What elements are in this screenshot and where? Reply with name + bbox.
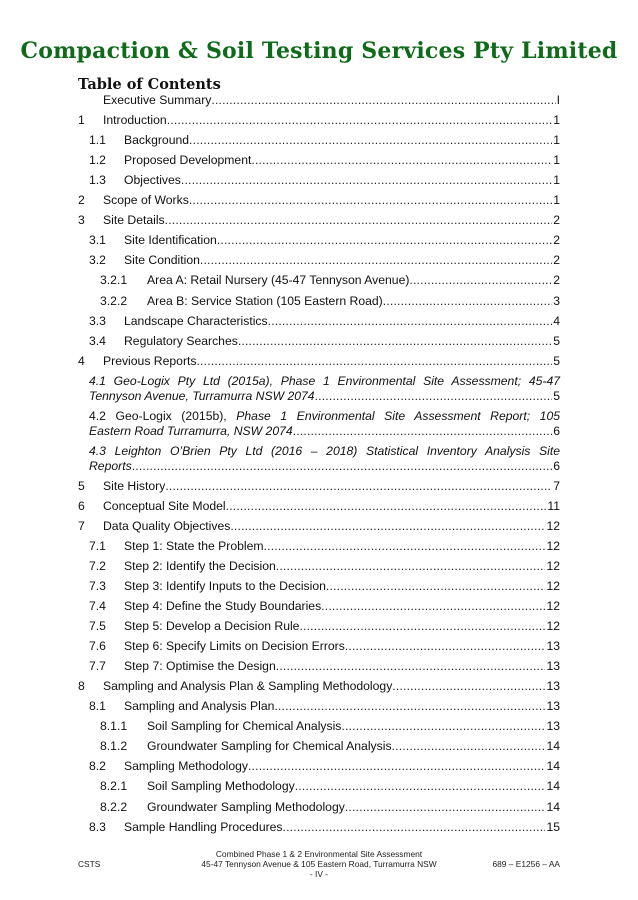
toc-entry-title-continued: Tennyson Avenue, Turramurra NSW 2074 — [89, 388, 315, 403]
toc-entry-page: 12 — [546, 578, 560, 593]
toc-entry-page: 1 — [553, 173, 560, 188]
toc-entry-number: 3.2.1 — [100, 273, 128, 288]
toc-entry-page: 7 — [553, 478, 560, 493]
toc-entry-page: 12 — [546, 558, 560, 573]
toc-entry-number: 7.5 — [89, 619, 106, 634]
toc-entry-title: Regulatory Searches — [124, 333, 238, 348]
toc-entry-title: Scope of Works — [103, 193, 189, 208]
toc-entry-number: 3.4 — [89, 333, 106, 348]
toc-entry-number: 3.1 — [89, 233, 106, 248]
toc-entry-title: Site History — [103, 478, 166, 493]
toc-dot-leader — [276, 559, 546, 574]
toc-entry-page: 13 — [546, 679, 560, 694]
toc-entry-title: Area B: Service Station (105 Eastern Road) — [147, 293, 383, 308]
toc-entry-title: Step 2: Identify the Decision — [124, 558, 276, 573]
toc-dot-leader — [189, 133, 552, 148]
footer-report-title: Combined Phase 1 & 2 Environmental Site Assessment — [215, 849, 423, 859]
toc-entry-number: 3 — [78, 213, 85, 228]
toc-entry-number: 1.2 — [89, 153, 106, 168]
toc-entry-page: 13 — [546, 639, 560, 654]
toc-entry-title: Sampling and Analysis Plan — [124, 699, 275, 714]
toc-dot-leader — [196, 354, 552, 369]
toc-entry-title: Executive Summary — [103, 93, 212, 107]
toc-entry-title: Background — [124, 133, 190, 148]
company-name: Compaction & Soil Testing Services Pty Limited — [20, 38, 618, 64]
toc-entry-number: 8.2 — [89, 759, 106, 774]
toc-dot-leader — [283, 820, 546, 835]
toc-entry-page: 12 — [546, 619, 560, 634]
toc-entry-number: 8.1.1 — [100, 719, 128, 734]
toc-dot-leader — [383, 294, 552, 309]
toc-dot-leader — [392, 679, 545, 694]
toc-entry-number: 4.1 — [89, 373, 106, 388]
toc-dot-leader — [345, 639, 546, 654]
toc-heading: Table of Contents — [78, 76, 221, 93]
toc-entry-number: 7.3 — [89, 578, 106, 593]
toc-entry-title: Site Condition — [124, 253, 200, 268]
toc-entry-title: Soil Sampling for Chemical Analysis — [147, 719, 342, 734]
toc-entry-page: 14 — [546, 739, 560, 754]
toc-dot-leader — [238, 334, 552, 349]
toc-dot-leader — [299, 619, 545, 634]
toc-entry-number: 8.3 — [89, 819, 106, 834]
toc-entry-number: 8.1.2 — [100, 739, 128, 754]
toc-entry-title: Step 3: Identify Inputs to the Decision — [124, 578, 326, 593]
toc-dot-leader — [181, 173, 552, 188]
toc-entry-title: Previous Reports — [103, 353, 197, 368]
toc-entry-page: 12 — [546, 599, 560, 613]
toc-entry-page: 3 — [553, 293, 560, 308]
toc-entry-title: Groundwater Sampling Methodology — [147, 799, 345, 814]
toc-entry-page: 6 — [553, 458, 560, 473]
toc-entry-number: 4.2 — [89, 408, 106, 423]
toc-dot-leader — [226, 499, 547, 514]
toc-entry-page: 11 — [547, 498, 560, 513]
toc-entry-number: 8 — [78, 679, 85, 694]
toc-entry-page: 14 — [546, 779, 560, 794]
toc-entry-page: 1 — [553, 153, 560, 168]
toc-entry-number: 3.3 — [89, 313, 106, 328]
toc-entry-page: 2 — [553, 253, 560, 268]
toc-entry-title: Step 5: Develop a Decision Rule — [124, 619, 300, 634]
toc-dot-leader — [392, 739, 546, 754]
toc-entry-page: 4 — [553, 313, 560, 328]
toc-entry-page: I — [556, 93, 560, 107]
toc-entry-page: 13 — [546, 699, 560, 714]
toc-entry-title: Area A: Retail Nursery (45-47 Tennyson Avenue) — [147, 273, 410, 288]
toc-entry-title: Soil Sampling Methodology — [147, 779, 295, 794]
toc-dot-leader — [200, 253, 552, 268]
toc-entry-number: 1.1 — [89, 133, 106, 148]
toc-entry-title: Groundwater Sampling for Chemical Analysis — [147, 739, 392, 754]
toc-entry-number: 7.7 — [89, 659, 106, 674]
toc-entry-number: 7 — [78, 518, 85, 533]
toc-dot-leader — [326, 579, 546, 594]
toc-entry-number: 8.2.1 — [100, 779, 128, 794]
toc-dot-leader — [295, 779, 546, 794]
toc-entry-number: 7.6 — [89, 639, 106, 654]
toc-entry-title: Site Identification — [124, 233, 217, 248]
toc-entry-page: 14 — [546, 759, 560, 774]
toc-entry-number: 8.2.2 — [100, 799, 128, 814]
toc-dot-leader — [165, 479, 552, 494]
toc-entry-page: 1 — [553, 133, 560, 148]
toc-entry-title: Sample Handling Procedures — [124, 819, 283, 834]
footer-site-address: 45-47 Tennyson Avenue & 105 Eastern Road, Turramurra NSW — [201, 859, 437, 869]
toc-entry-title: Conceptual Site Model — [103, 498, 226, 513]
toc-dot-leader — [315, 389, 553, 404]
toc-entry-page: 5 — [553, 333, 560, 348]
footer-job-number: 689 – E1256 – AA — [492, 859, 560, 869]
toc-entry-page: 13 — [546, 719, 560, 734]
toc-entry-title: Step 6: Specify Limits on Decision Errors — [124, 639, 345, 654]
toc-entry-title: Proposed Development — [124, 153, 252, 168]
toc-entry-title: Data Quality Objectives — [103, 518, 231, 533]
toc-dot-leader — [230, 519, 545, 534]
toc-entry-title: Objectives — [124, 173, 181, 188]
toc-dot-leader — [276, 659, 546, 674]
toc-entry-number: 5 — [78, 478, 85, 493]
toc-entry-title: Step 1: State the Problem — [124, 538, 264, 553]
toc-entry-title-continued: Eastern Road Turramurra, NSW 2074 — [89, 423, 293, 438]
toc-dot-leader — [167, 113, 553, 128]
toc-entry-page: 12 — [546, 518, 560, 533]
toc-entry-title: Geo-Logix (2015b), Phase 1 Environmental Site Assessment Report; 105 — [115, 408, 561, 423]
toc-entry-title: Geo-Logix Pty Ltd (2015a), Phase 1 Environmental Site Assessment; 45-47 — [113, 373, 560, 388]
toc-dot-leader — [211, 93, 555, 108]
toc-dot-leader — [189, 193, 552, 208]
toc-entry-number: 8.1 — [89, 699, 106, 714]
toc-entry-number: 2 — [78, 193, 85, 208]
toc-entry-page: 2 — [553, 233, 560, 248]
toc-dot-leader — [345, 800, 546, 815]
toc-entry-title: Leighton O’Brien Pty Ltd (2016 – 2018) Statistical Inventory Analysis Site — [114, 443, 560, 458]
toc-dot-leader — [251, 153, 552, 168]
toc-entry-page: 2 — [553, 273, 560, 288]
toc-dot-leader — [264, 539, 546, 554]
toc-dot-leader — [274, 699, 545, 714]
toc-entry-number: 7.4 — [89, 599, 106, 613]
toc-entry-title: Step 7: Optimise the Design — [124, 659, 276, 674]
toc-dot-leader — [165, 213, 553, 228]
toc-dot-leader — [217, 233, 552, 248]
toc-entry-number: 1 — [78, 113, 85, 128]
toc-entry-page: 13 — [546, 659, 560, 674]
toc-entry-number: 6 — [78, 498, 85, 513]
toc-entry-number: 4.3 — [89, 443, 106, 458]
toc-entry-page: 2 — [553, 213, 560, 228]
toc-entry-title: Site Details — [103, 213, 165, 228]
toc-entry-number: 7.2 — [89, 558, 106, 573]
toc-entry-number: 3.2.2 — [100, 293, 128, 308]
toc-dot-leader — [409, 273, 552, 288]
toc-dot-leader — [248, 759, 545, 774]
toc-entry-title: Sampling Methodology — [124, 759, 248, 774]
toc-entry-page: 1 — [553, 193, 560, 208]
toc-dot-leader — [293, 424, 553, 439]
toc-entry-title-continued: Reports — [89, 458, 132, 473]
toc-entry-title: Landscape Characteristics — [124, 313, 268, 328]
toc-entry-page: 5 — [553, 353, 560, 368]
toc-entry-page: 1 — [553, 113, 560, 128]
toc-dot-leader — [341, 719, 545, 734]
toc-entry-title: Step 4: Define the Study Boundaries — [124, 599, 322, 613]
toc-entry-number: 7.1 — [89, 538, 106, 553]
toc-dot-leader — [268, 314, 553, 329]
footer-page-number: - IV - — [309, 869, 329, 879]
toc-entry-page: 6 — [553, 423, 560, 438]
toc-entry-page: 12 — [546, 538, 560, 553]
footer-company-code: CSTS — [78, 859, 101, 869]
toc-entry-title: Sampling and Analysis Plan & Sampling Methodology — [103, 679, 393, 694]
toc-entry-page: 14 — [546, 799, 560, 814]
toc-entry-number: 4 — [78, 353, 85, 368]
toc-dot-leader — [321, 599, 545, 614]
toc-dot-leader — [132, 459, 553, 474]
toc-entry-title: Introduction — [103, 113, 167, 128]
toc-entry-page: 5 — [553, 388, 560, 403]
toc-entry-number: 3.2 — [89, 253, 106, 268]
toc-entry-page: 15 — [546, 819, 560, 834]
toc-entry-number: 1.3 — [89, 173, 106, 188]
